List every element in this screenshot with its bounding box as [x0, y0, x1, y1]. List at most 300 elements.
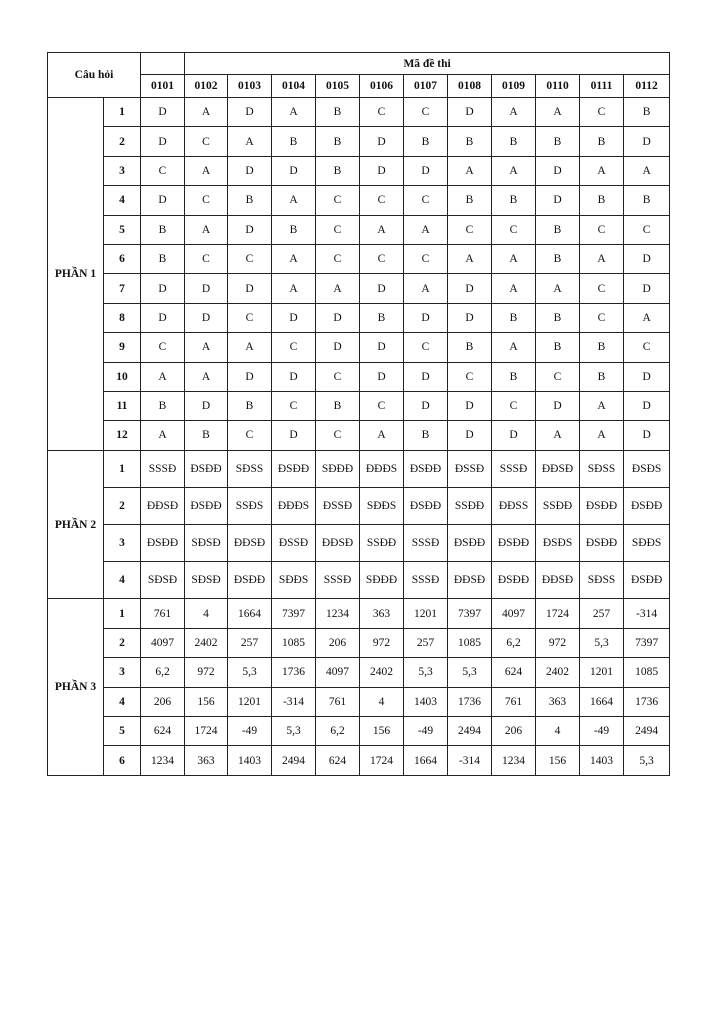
answer-cell: B — [404, 127, 448, 156]
answer-cell: 5,3 — [580, 628, 624, 657]
answer-cell: A — [536, 274, 580, 303]
answer-cell: ĐSĐĐ — [185, 450, 228, 487]
answer-cell: ĐSSĐ — [448, 450, 492, 487]
answer-cell: A — [624, 156, 670, 185]
answer-cell: 2402 — [536, 658, 580, 687]
answer-cell: D — [141, 127, 185, 156]
answer-cell: D — [228, 156, 272, 185]
table-row — [48, 98, 670, 127]
answer-cell: 624 — [316, 746, 360, 775]
answer-cell: 1085 — [272, 628, 316, 657]
answer-cell: -314 — [272, 687, 316, 716]
answer-cell: ĐSĐĐ — [185, 487, 228, 524]
answer-cell: D — [448, 98, 492, 127]
answer-cell: B — [536, 215, 580, 244]
answer-cell: 761 — [316, 687, 360, 716]
answer-cell: 363 — [360, 599, 404, 628]
answer-cell: -314 — [448, 746, 492, 775]
answer-cell: ĐĐSĐ — [141, 487, 185, 524]
answer-cell: ĐSĐĐ — [580, 525, 624, 562]
answer-cell: 1724 — [185, 717, 228, 746]
question-header: Câu hỏi — [48, 53, 141, 98]
answer-cell: 2402 — [360, 658, 404, 687]
answer-cell: D — [272, 303, 316, 332]
answer-cell: SĐSĐ — [185, 562, 228, 599]
question-number: 3 — [104, 658, 141, 687]
answer-cell: 4097 — [141, 628, 185, 657]
answer-cell: 1724 — [360, 746, 404, 775]
answer-cell: B — [141, 391, 185, 420]
answer-cell: D — [272, 421, 316, 450]
answer-cell: D — [536, 156, 580, 185]
answer-cell: C — [228, 244, 272, 273]
answer-cell: A — [185, 156, 228, 185]
table-row — [48, 362, 670, 391]
exam-code-0105: 0105 — [316, 75, 360, 98]
answer-cell: ĐSĐS — [536, 525, 580, 562]
answer-cell: D — [141, 186, 185, 215]
answer-cell: A — [228, 127, 272, 156]
answer-cell: A — [360, 215, 404, 244]
answer-cell: D — [185, 391, 228, 420]
answer-cell: C — [141, 156, 185, 185]
answer-cell: D — [404, 362, 448, 391]
answer-cell: C — [316, 215, 360, 244]
answer-cell: C — [404, 244, 448, 273]
answer-cell: C — [536, 362, 580, 391]
answer-cell: B — [624, 98, 670, 127]
answer-cell: C — [185, 127, 228, 156]
answer-cell: ĐĐSS — [492, 487, 536, 524]
answer-cell: ĐĐĐS — [272, 487, 316, 524]
part-label: PHẦN 1 — [48, 98, 104, 451]
answer-cell: 2494 — [448, 717, 492, 746]
answer-cell: B — [272, 215, 316, 244]
answer-cell: ĐĐSĐ — [448, 562, 492, 599]
answer-cell: D — [272, 156, 316, 185]
exam-code-0101: 0101 — [141, 75, 185, 98]
answer-cell: B — [141, 244, 185, 273]
question-number: 9 — [104, 333, 141, 362]
answer-cell: A — [404, 274, 448, 303]
answer-cell: C — [272, 333, 316, 362]
answer-cell: 156 — [360, 717, 404, 746]
answer-cell: 1664 — [228, 599, 272, 628]
table-row — [48, 525, 670, 562]
table-row — [48, 599, 670, 628]
answer-cell: B — [492, 303, 536, 332]
answer-cell: SĐSĐ — [141, 562, 185, 599]
answer-key-table — [47, 52, 670, 776]
table-row — [48, 244, 670, 273]
answer-cell: C — [580, 215, 624, 244]
answer-cell: D — [448, 274, 492, 303]
answer-cell: C — [185, 186, 228, 215]
part-label: PHẦN 3 — [48, 599, 104, 775]
answer-cell: D — [316, 333, 360, 362]
answer-cell: 1201 — [228, 687, 272, 716]
answer-cell: SSSĐ — [141, 450, 185, 487]
answer-cell: B — [624, 186, 670, 215]
answer-cell: D — [360, 333, 404, 362]
answer-cell: A — [580, 156, 624, 185]
answer-cell: 156 — [185, 687, 228, 716]
answer-cell: SSSĐ — [316, 562, 360, 599]
answer-cell: ĐSĐĐ — [580, 487, 624, 524]
answer-cell: 206 — [141, 687, 185, 716]
answer-cell: SĐĐĐ — [316, 450, 360, 487]
answer-cell: B — [316, 98, 360, 127]
answer-cell: A — [185, 333, 228, 362]
answer-cell: C — [316, 186, 360, 215]
question-number: 5 — [104, 717, 141, 746]
answer-cell: D — [228, 98, 272, 127]
answer-cell: SSSĐ — [492, 450, 536, 487]
answer-cell: B — [536, 333, 580, 362]
question-number: 1 — [104, 450, 141, 487]
answer-cell: -314 — [624, 599, 670, 628]
answer-cell: D — [228, 215, 272, 244]
answer-cell: B — [141, 215, 185, 244]
question-number: 5 — [104, 215, 141, 244]
answer-cell: C — [448, 362, 492, 391]
answer-cell: 761 — [492, 687, 536, 716]
answer-cell: D — [185, 274, 228, 303]
answer-cell: D — [360, 127, 404, 156]
answer-cell: B — [580, 127, 624, 156]
answer-cell: 1201 — [404, 599, 448, 628]
answer-cell: 206 — [316, 628, 360, 657]
answer-cell: C — [360, 98, 404, 127]
answer-cell: ĐĐSĐ — [316, 525, 360, 562]
answer-cell: ĐSĐĐ — [492, 525, 536, 562]
question-number: 2 — [104, 127, 141, 156]
answer-cell: 1085 — [624, 658, 670, 687]
question-number: 3 — [104, 525, 141, 562]
answer-cell: 5,3 — [448, 658, 492, 687]
answer-cell: C — [360, 244, 404, 273]
answer-cell: -49 — [580, 717, 624, 746]
answer-cell: 156 — [536, 746, 580, 775]
answer-cell: A — [141, 362, 185, 391]
answer-cell: ĐSSĐ — [316, 487, 360, 524]
exam-code-0110: 0110 — [536, 75, 580, 98]
answer-cell: ĐSĐĐ — [624, 562, 670, 599]
answer-cell: B — [228, 391, 272, 420]
answer-cell: A — [448, 244, 492, 273]
answer-cell: 1664 — [404, 746, 448, 775]
answer-cell: 4 — [185, 599, 228, 628]
answer-cell: ĐSĐĐ — [228, 562, 272, 599]
answer-cell: 4 — [536, 717, 580, 746]
answer-cell: C — [624, 333, 670, 362]
answer-cell: 6,2 — [141, 658, 185, 687]
answer-cell: B — [272, 127, 316, 156]
answer-cell: 5,3 — [404, 658, 448, 687]
exam-code-0112: 0112 — [624, 75, 670, 98]
table-row — [48, 391, 670, 420]
question-number: 2 — [104, 628, 141, 657]
answer-cell: C — [228, 303, 272, 332]
question-number: 12 — [104, 421, 141, 450]
answer-cell: 5,3 — [624, 746, 670, 775]
answer-cell: D — [448, 391, 492, 420]
answer-cell: SĐĐS — [360, 487, 404, 524]
answer-cell: SSĐS — [228, 487, 272, 524]
answer-cell: C — [580, 274, 624, 303]
table-row — [48, 487, 670, 524]
question-number: 6 — [104, 244, 141, 273]
answer-cell: 7397 — [624, 628, 670, 657]
answer-cell: C — [141, 333, 185, 362]
answer-cell: 2494 — [272, 746, 316, 775]
answer-cell: C — [624, 215, 670, 244]
answer-cell: D — [624, 127, 670, 156]
answer-cell: 5,3 — [228, 658, 272, 687]
answer-cell: ĐSĐĐ — [272, 450, 316, 487]
answer-cell: D — [316, 303, 360, 332]
answer-cell: SSĐĐ — [360, 525, 404, 562]
exam-code-0108: 0108 — [448, 75, 492, 98]
answer-cell: 257 — [228, 628, 272, 657]
answer-cell: B — [448, 186, 492, 215]
exam-code-0109: 0109 — [492, 75, 536, 98]
answer-cell: 363 — [185, 746, 228, 775]
answer-cell: C — [404, 333, 448, 362]
answer-cell: D — [624, 244, 670, 273]
answer-cell: 1085 — [448, 628, 492, 657]
answer-cell: 1403 — [228, 746, 272, 775]
answer-cell: SĐSS — [580, 562, 624, 599]
answer-cell: A — [360, 421, 404, 450]
question-number: 4 — [104, 562, 141, 599]
answer-cell: D — [360, 362, 404, 391]
answer-cell: C — [228, 421, 272, 450]
answer-cell: B — [492, 127, 536, 156]
answer-cell: D — [624, 274, 670, 303]
answer-cell: 6,2 — [316, 717, 360, 746]
question-number: 4 — [104, 186, 141, 215]
answer-cell: D — [492, 421, 536, 450]
answer-cell: ĐSĐĐ — [404, 487, 448, 524]
answer-cell: ĐĐSĐ — [228, 525, 272, 562]
answer-cell: ĐSĐĐ — [624, 487, 670, 524]
exam-code-0102: 0102 — [185, 75, 228, 98]
answer-cell: 4097 — [316, 658, 360, 687]
answer-cell: D — [141, 274, 185, 303]
answer-cell: B — [580, 333, 624, 362]
answer-cell: A — [624, 303, 670, 332]
answer-cell: C — [492, 215, 536, 244]
answer-cell: B — [448, 127, 492, 156]
answer-cell: 257 — [580, 599, 624, 628]
answer-cell: C — [492, 391, 536, 420]
answer-cell: 5,3 — [272, 717, 316, 746]
answer-cell: SĐĐS — [624, 525, 670, 562]
answer-cell: D — [272, 362, 316, 391]
answer-cell: SĐSS — [580, 450, 624, 487]
answer-cell: C — [404, 186, 448, 215]
answer-cell: A — [185, 215, 228, 244]
answer-cell: A — [448, 156, 492, 185]
answer-cell: SSĐĐ — [536, 487, 580, 524]
exam-code-row — [48, 75, 670, 98]
answer-cell: 4 — [360, 687, 404, 716]
answer-cell: 6,2 — [492, 628, 536, 657]
answer-cell: B — [316, 156, 360, 185]
answer-cell: 972 — [185, 658, 228, 687]
answer-cell: 363 — [536, 687, 580, 716]
table-row — [48, 746, 670, 775]
answer-cell: B — [580, 362, 624, 391]
answer-cell: A — [404, 215, 448, 244]
answer-cell: ĐĐĐS — [360, 450, 404, 487]
answer-cell: D — [448, 421, 492, 450]
exam-code-0107: 0107 — [404, 75, 448, 98]
answer-cell: 972 — [536, 628, 580, 657]
answer-cell: B — [492, 186, 536, 215]
answer-cell: C — [316, 362, 360, 391]
question-number: 3 — [104, 156, 141, 185]
answer-cell: A — [492, 156, 536, 185]
answer-cell: A — [492, 274, 536, 303]
answer-cell: ĐSSĐ — [272, 525, 316, 562]
answer-cell: D — [536, 186, 580, 215]
table-row — [48, 717, 670, 746]
answer-cell: 1736 — [272, 658, 316, 687]
question-number: 4 — [104, 687, 141, 716]
answer-cell: D — [624, 362, 670, 391]
answer-cell: 624 — [492, 658, 536, 687]
answer-cell: C — [272, 391, 316, 420]
answer-cell: D — [404, 156, 448, 185]
answer-cell: SSSĐ — [404, 525, 448, 562]
answer-cell: A — [536, 98, 580, 127]
answer-cell: D — [185, 303, 228, 332]
answer-cell: A — [492, 98, 536, 127]
answer-cell: C — [404, 98, 448, 127]
answer-cell: A — [492, 333, 536, 362]
exam-code-0111: 0111 — [580, 75, 624, 98]
answer-cell: A — [185, 98, 228, 127]
answer-cell: SĐSS — [228, 450, 272, 487]
answer-cell: 1664 — [580, 687, 624, 716]
answer-cell: 4097 — [492, 599, 536, 628]
table-row — [48, 658, 670, 687]
table-row — [48, 628, 670, 657]
answer-cell: A — [228, 333, 272, 362]
answer-cell: C — [185, 244, 228, 273]
answer-cell: ĐSĐĐ — [141, 525, 185, 562]
answer-cell: B — [536, 244, 580, 273]
question-number: 1 — [104, 599, 141, 628]
header-spacer — [141, 53, 185, 75]
answer-cell: A — [536, 421, 580, 450]
answer-cell: D — [404, 391, 448, 420]
table-row — [48, 562, 670, 599]
question-number: 8 — [104, 303, 141, 332]
answer-cell: D — [141, 98, 185, 127]
answer-cell: 972 — [360, 628, 404, 657]
answer-cell: D — [360, 274, 404, 303]
answer-cell: ĐSĐĐ — [404, 450, 448, 487]
answer-cell: D — [536, 391, 580, 420]
answer-cell: 206 — [492, 717, 536, 746]
answer-cell: A — [492, 244, 536, 273]
exam-code-0104: 0104 — [272, 75, 316, 98]
table-row — [48, 303, 670, 332]
table-row — [48, 215, 670, 244]
table-row — [48, 450, 670, 487]
table-row — [48, 127, 670, 156]
answer-cell: A — [272, 274, 316, 303]
answer-cell: A — [580, 244, 624, 273]
answer-cell: SĐĐĐ — [360, 562, 404, 599]
answer-cell: SSĐĐ — [448, 487, 492, 524]
answer-cell: A — [316, 274, 360, 303]
answer-cell: 761 — [141, 599, 185, 628]
answer-cell: C — [448, 215, 492, 244]
answer-cell: ĐĐSĐ — [536, 562, 580, 599]
answer-cell: B — [404, 421, 448, 450]
answer-cell: 2494 — [624, 717, 670, 746]
answer-cell: 1736 — [448, 687, 492, 716]
answer-cell: D — [228, 362, 272, 391]
answer-cell: C — [360, 391, 404, 420]
answer-cell: 1234 — [141, 746, 185, 775]
answer-cell: 7397 — [448, 599, 492, 628]
answer-cell: B — [316, 391, 360, 420]
answer-cell: D — [624, 391, 670, 420]
answer-cell: -49 — [404, 717, 448, 746]
answer-cell: ĐĐSĐ — [536, 450, 580, 487]
answer-cell: D — [624, 421, 670, 450]
answer-cell: D — [141, 303, 185, 332]
answer-cell: 1234 — [492, 746, 536, 775]
table-row — [48, 156, 670, 185]
answer-cell: D — [404, 303, 448, 332]
answer-cell: A — [580, 421, 624, 450]
table-row — [48, 333, 670, 362]
exam-code-0103: 0103 — [228, 75, 272, 98]
answer-cell: B — [316, 127, 360, 156]
answer-cell: D — [448, 303, 492, 332]
answer-cell: C — [316, 421, 360, 450]
answer-cell: C — [360, 186, 404, 215]
answer-cell: A — [141, 421, 185, 450]
answer-cell: 1403 — [404, 687, 448, 716]
exam-code-0106: 0106 — [360, 75, 404, 98]
exam-code-header: Mã đề thi — [185, 53, 670, 75]
header-row-1 — [48, 53, 670, 75]
question-number: 1 — [104, 98, 141, 127]
question-number: 10 — [104, 362, 141, 391]
part-label: PHẦN 2 — [48, 450, 104, 599]
question-number: 2 — [104, 487, 141, 524]
answer-cell: A — [272, 186, 316, 215]
answer-cell: 1234 — [316, 599, 360, 628]
answer-cell: 1403 — [580, 746, 624, 775]
answer-cell: ĐSĐS — [624, 450, 670, 487]
answer-cell: 7397 — [272, 599, 316, 628]
answer-cell: B — [492, 362, 536, 391]
question-number: 11 — [104, 391, 141, 420]
answer-cell: SSSĐ — [404, 562, 448, 599]
answer-cell: B — [360, 303, 404, 332]
answer-cell: B — [580, 186, 624, 215]
answer-cell: B — [536, 303, 580, 332]
answer-cell: 624 — [141, 717, 185, 746]
